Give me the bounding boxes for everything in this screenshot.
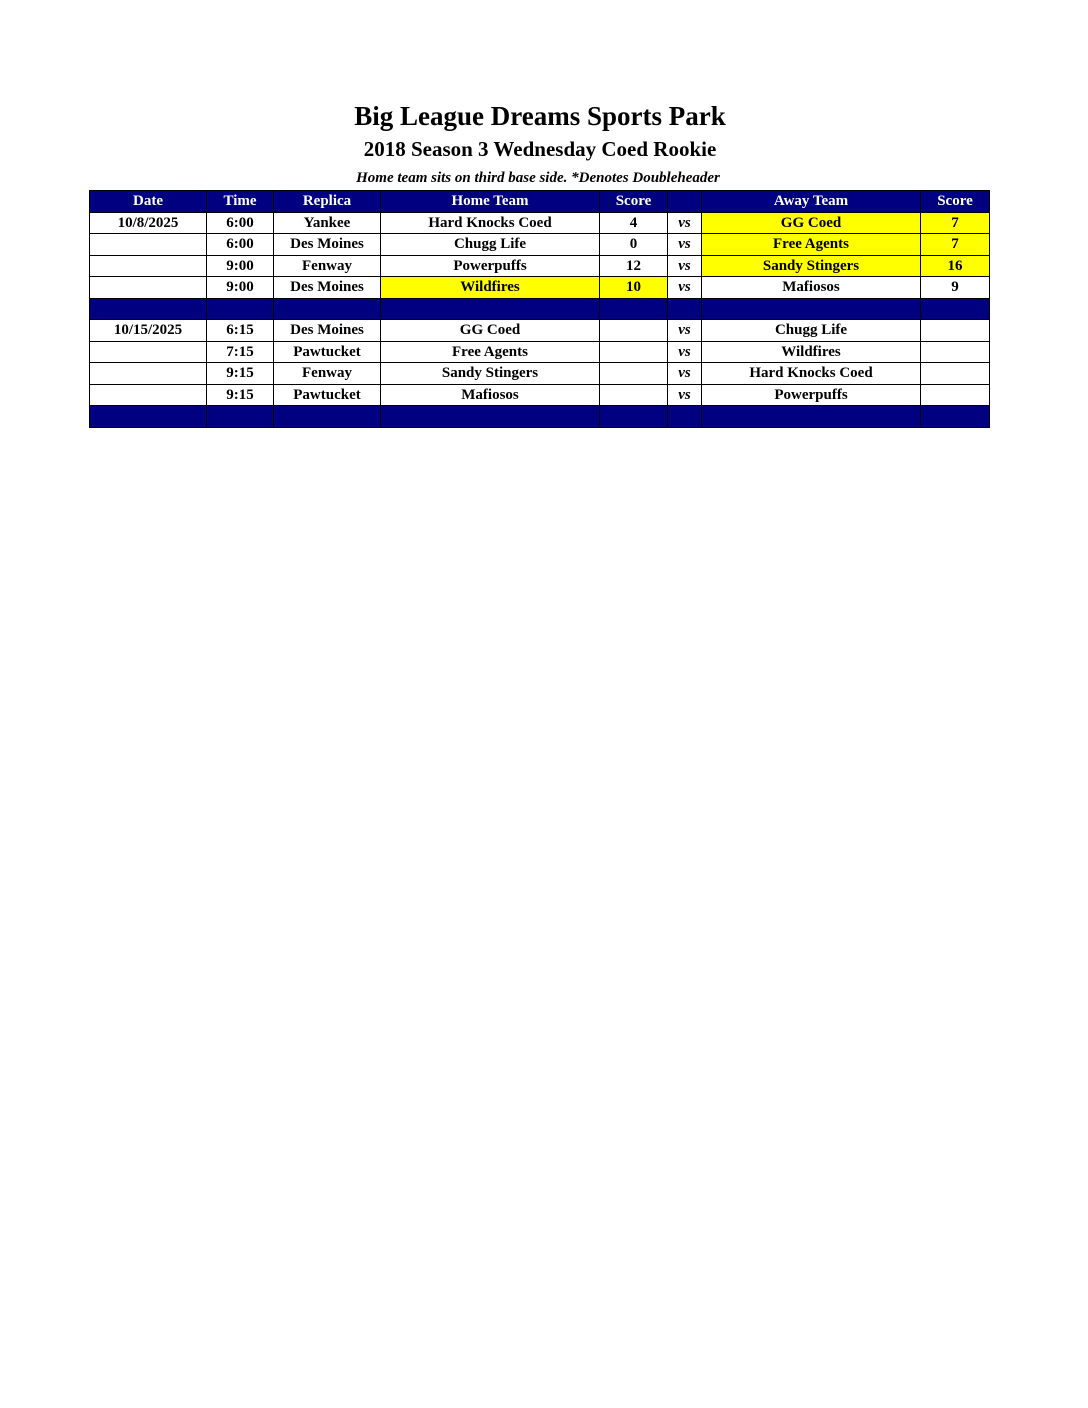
date-cell [90, 277, 207, 299]
replica-cell: Fenway [274, 363, 381, 385]
schedule-table [89, 190, 990, 428]
home-score-cell: 12 [600, 255, 668, 277]
game-row [90, 255, 990, 277]
date-cell [90, 234, 207, 256]
home-team-cell: Free Agents [381, 341, 600, 363]
column-header-replica: Replica [274, 191, 381, 213]
separator-cell [668, 406, 702, 428]
page-subtitle: 2018 Season 3 Wednesday Coed Rookie [363, 137, 717, 161]
separator-cell [381, 406, 600, 428]
separator-cell [921, 406, 990, 428]
date-cell [90, 384, 207, 406]
time-cell: 9:15 [207, 363, 274, 385]
replica-cell: Pawtucket [274, 341, 381, 363]
home-score-cell: 10 [600, 277, 668, 299]
home-team-cell: Wildfires [381, 277, 600, 299]
away-team-cell: Powerpuffs [702, 384, 921, 406]
date-cell: 10/8/2025 [90, 212, 207, 234]
home-team-cell: Powerpuffs [381, 255, 600, 277]
away-team-cell: Sandy Stingers [702, 255, 921, 277]
column-header-home-score: Score [600, 191, 668, 213]
away-team-cell: Mafiosos [702, 277, 921, 299]
away-score-cell [921, 341, 990, 363]
vs-label: vs [668, 320, 702, 342]
away-team-cell: Wildfires [702, 341, 921, 363]
game-row [90, 363, 990, 385]
away-team-cell: Chugg Life [702, 320, 921, 342]
replica-cell: Fenway [274, 255, 381, 277]
away-team-cell: Free Agents [702, 234, 921, 256]
vs-label: vs [668, 341, 702, 363]
time-cell: 9:00 [207, 277, 274, 299]
separator-cell [274, 406, 381, 428]
separator-cell [600, 298, 668, 320]
home-score-cell [600, 341, 668, 363]
column-header-vs [668, 191, 702, 213]
game-row [90, 234, 990, 256]
time-cell: 6:00 [207, 234, 274, 256]
replica-cell: Des Moines [274, 234, 381, 256]
vs-label: vs [668, 234, 702, 256]
game-row [90, 212, 990, 234]
home-score-cell [600, 384, 668, 406]
away-team-cell: Hard Knocks Coed [702, 363, 921, 385]
week-separator-row [90, 298, 990, 320]
away-score-cell [921, 384, 990, 406]
header-row [90, 191, 990, 213]
game-row [90, 277, 990, 299]
away-team-cell: GG Coed [702, 212, 921, 234]
week-separator-row [90, 406, 990, 428]
time-cell: 9:00 [207, 255, 274, 277]
game-row [90, 320, 990, 342]
separator-cell [274, 298, 381, 320]
away-score-cell: 7 [921, 212, 990, 234]
vs-label: vs [668, 277, 702, 299]
away-score-cell: 16 [921, 255, 990, 277]
separator-cell [207, 406, 274, 428]
separator-cell [921, 298, 990, 320]
separator-cell [207, 298, 274, 320]
separator-cell [90, 406, 207, 428]
away-score-cell: 9 [921, 277, 990, 299]
date-cell [90, 341, 207, 363]
separator-cell [702, 298, 921, 320]
time-cell: 6:15 [207, 320, 274, 342]
time-cell: 7:15 [207, 341, 274, 363]
page-title: Big League Dreams Sports Park [354, 101, 726, 131]
time-cell: 9:15 [207, 384, 274, 406]
home-team-cell: Hard Knocks Coed [381, 212, 600, 234]
column-header-away-score: Score [921, 191, 990, 213]
vs-label: vs [668, 384, 702, 406]
home-team-cell: Chugg Life [381, 234, 600, 256]
away-score-cell [921, 363, 990, 385]
separator-cell [668, 298, 702, 320]
column-header-home-team: Home Team [381, 191, 600, 213]
home-score-cell: 4 [600, 212, 668, 234]
replica-cell: Des Moines [274, 320, 381, 342]
separator-cell [600, 406, 668, 428]
seating-note: Home team sits on third base side. *Denotes Doubleheader [356, 170, 720, 186]
column-header-date: Date [90, 191, 207, 213]
replica-cell: Des Moines [274, 277, 381, 299]
replica-cell: Yankee [274, 212, 381, 234]
date-cell [90, 255, 207, 277]
away-score-cell: 7 [921, 234, 990, 256]
home-team-cell: Mafiosos [381, 384, 600, 406]
game-row [90, 341, 990, 363]
date-cell [90, 363, 207, 385]
vs-label: vs [668, 212, 702, 234]
replica-cell: Pawtucket [274, 384, 381, 406]
home-score-cell [600, 320, 668, 342]
home-score-cell: 0 [600, 234, 668, 256]
separator-cell [702, 406, 921, 428]
time-cell: 6:00 [207, 212, 274, 234]
column-header-away-team: Away Team [702, 191, 921, 213]
vs-label: vs [668, 363, 702, 385]
date-cell: 10/15/2025 [90, 320, 207, 342]
away-score-cell [921, 320, 990, 342]
column-header-time: Time [207, 191, 274, 213]
vs-label: vs [668, 255, 702, 277]
schedule-body [90, 212, 990, 427]
home-score-cell [600, 363, 668, 385]
home-team-cell: GG Coed [381, 320, 600, 342]
separator-cell [90, 298, 207, 320]
home-team-cell: Sandy Stingers [381, 363, 600, 385]
game-row [90, 384, 990, 406]
separator-cell [381, 298, 600, 320]
